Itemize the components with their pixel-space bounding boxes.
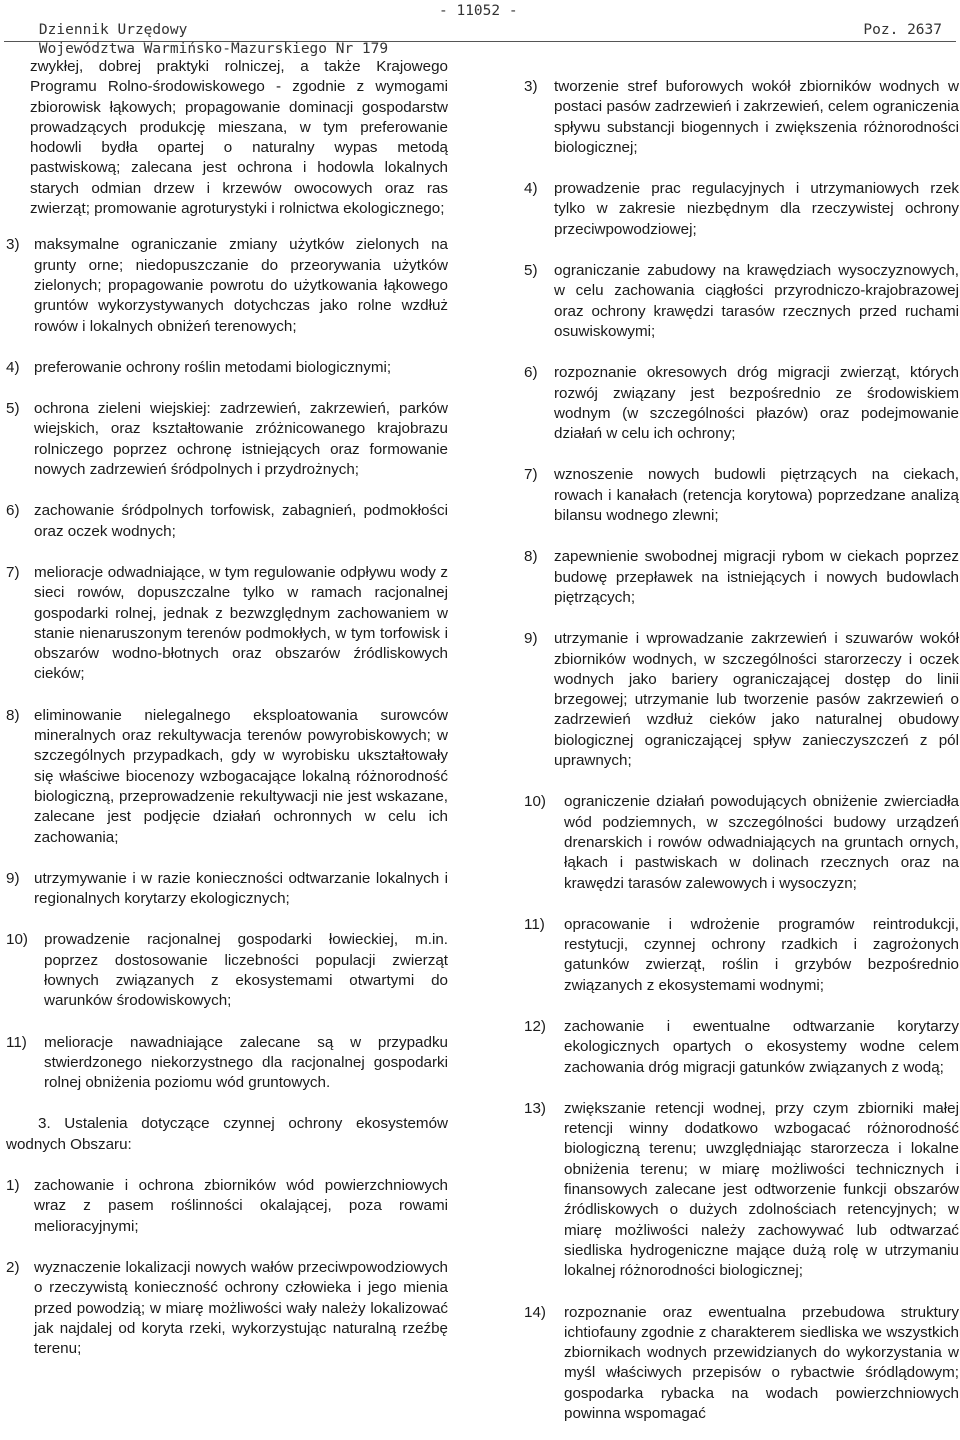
item-text: maksymalne ograniczanie zmiany użytków zielonych na grunty orne; niedopuszczanie do przeorywania użytków zielonych; propagowanie powrotu do użytkowania łąkowego gruntów wykorzystywanych dotychczas jako rolne wzdłuż rowów i lokalnych obniżeń terenowych;: [34, 236, 448, 335]
item-number: 3): [524, 78, 538, 95]
item-text: ograniczanie zabudowy na krawędziach wysoczyznowych, w celu zachowania ciągłości przyrodniczo-krajobrazowej oraz ochrony krawędzi tarasów rzecznych przed ruchami osuwiskowymi;: [554, 262, 959, 340]
item-number: 9): [6, 869, 20, 887]
item-text: zachowanie i ochrona zbiorników wód powierzchniowych wraz z pasem roślinności okalającej, poza rowami melioracyjnymi;: [34, 1177, 448, 1235]
item-text: rozpoznanie okresowych dróg migracji zwierząt, których rozwój związany jest bezpośrednio ze środowiskiem wodnym (w szczególności płazów) oraz podejmowanie działań w celu ich ochrony;: [554, 364, 959, 443]
item-text: ograniczenie działań powodujących obniżenie zwierciadła wód podziemnych, w szczególności budowy urządzeń drenarskich i rowów odwadniających na gruntach ornych, łąkach i pastwiskach w dolinach rzecznych oraz na krawędzi tarasów zalewowych i wysoczyzn;: [564, 793, 959, 892]
list-item: [6, 1033, 448, 1094]
list-item: [6, 869, 448, 910]
item-text: opracowanie i wdrożenie programów reintrodukcji, restytucji, czynnej ochrony rzadkich i zagrożonych gatunków zwierząt, roślin i grzybów bezpośrednio związanych z ekosystemami wodnymi;: [564, 915, 959, 994]
list-item: [6, 706, 448, 848]
journal-title: Dziennik Urzędowy: [38, 22, 188, 38]
page-number: - 11052 -: [439, 3, 518, 19]
item-number: 13): [524, 1099, 546, 1117]
item-text: tworzenie stref buforowych wokół zbiorników wodnych w postaci pasów zadrzewień i zakrzewień, celem ograniczenia spływu substancji biogennych i zwiększenia różnorodności biologicznej;: [554, 78, 959, 156]
list-item: [524, 915, 959, 996]
list-item: [6, 563, 448, 685]
item-text: zwiększanie retencji wodnej, przy czym zbiorniki małej retencji winny dodatkowo wzbogacać różnorodność biologiczną terenu; uwzględniając starorzecza i lokalne obniżenia terenu; w miarę możliwości technicznych i finansowych zalecane jest odtworzenie funkcji obszarów źródliskowych o dużych zdolnościach retencyjnych; w miarę możliwości należy zachowywać lub odtwarzać siedliska hydrogeniczne mające dużą rolę w utrzymaniu lokalnej różnorodności biologicznej;: [564, 1099, 959, 1280]
item-number: 10): [524, 793, 546, 811]
list-item: [524, 1017, 959, 1078]
item-text: melioracje nawadniające zalecane są w przypadku stwierdzonego niekorzystnego dla racjonalnej gospodarki rolnej obniżenia poziomu wód gruntowych.: [44, 1033, 448, 1092]
item-text: preferowanie ochrony roślin metodami biologicznymi;: [34, 358, 392, 376]
item-number: 4): [524, 180, 538, 198]
list-item: [524, 261, 959, 342]
item-text: zachowanie śródpolnych torfowisk, zabagnień, podmokłości oraz oczek wodnych;: [34, 502, 448, 540]
header-line-2: [4, 21, 956, 57]
item-text: ochrona zieleni wiejskiej: zadrzewień, zakrzewień, parków wiejskich, oraz kształtowanie zróżnicowanego krajobrazu rolniczego poprzez ochronę istniejących oraz formowanie nowych zadrzewień śródpolnych i przydrożnych;: [34, 400, 448, 479]
intro-paragraph: zwykłej, dobrej praktyki rolniczej, a także Krajowego Programu Rolno-środowiskowego - zgodnie z wymogami zbiorowisk łąkowych; propagowanie dominacji gospodarstw prowadzących produkcję mieszana, w tym preferowanie hodowli bydła opartej o naturalny wypas metodą pastwiskową; zalecana jest ochrona i hodowla lokalnych starych odmian drzew i krzewów owocowych oraz ras zwierząt; promowanie agroturystyki i rolnictwa ekologicznego;: [30, 58, 448, 218]
item-number: 5): [6, 400, 20, 418]
left-column: [6, 57, 448, 1359]
item-number: 6): [524, 364, 538, 382]
item-number: 1): [6, 1177, 20, 1195]
item-number: 9): [524, 630, 538, 648]
item-text: zapewnienie swobodnej migracji rybom w ciekach poprzez budowę przepławek na istniejących i nowych budowlach piętrzących;: [554, 548, 959, 606]
item-text: prowadzenie prac regulacyjnych i utrzymaniowych rzek tylko w zakresie niezbędnym dla rzeczywistej ochrony przeciwpowodziowej;: [554, 180, 959, 238]
item-number: 8): [6, 706, 20, 724]
position-number: Poz. 2637: [863, 22, 942, 38]
item-text: prowadzenie racjonalnej gospodarki łowieckiej, m.in. poprzez dostosowanie liczebności populacji zwierząt łownych związanych z ekosystemami otwartymi do warunków środowiskowych;: [44, 931, 448, 1010]
right-column: [524, 77, 959, 1424]
list-item: [6, 1176, 448, 1237]
list-item: [6, 1258, 448, 1359]
item-text: zachowanie i ewentualne odtwarzanie korytarzy ekologicznych opartych o ekosystemy wodne celem zachowania dróg migracji gatunków związanych z wodą;: [564, 1017, 959, 1076]
item-number: 11): [524, 915, 545, 933]
item-number: 3): [6, 236, 20, 254]
item-number: 12): [524, 1017, 546, 1035]
item-number: 8): [524, 548, 538, 566]
item-text: melioracje odwadniające, w tym regulowanie odpływu wody z sieci rowów, dopuszczalne tylko w ramach racjonalnej gospodarki rolnej, jednak z bezwzględnym zachowaniem w stanie nienaruszonym terenów podmokłych, w tym torfowisk i obszarów wodno-błotnych oraz obszarów źródliskowych cieków;: [34, 563, 448, 683]
list-item: [524, 629, 959, 771]
list-item: [524, 465, 959, 526]
list-item: [524, 792, 959, 893]
item-text: rozpoznanie oraz ewentualna przebudowa struktury ichtiofauny zgodnie z charakterem siedliska we wszystkich zbiornikach wodnych przewidzianych do wykorzystania w myśl właściwych przepisów o rybactwie śródlądowym; gospodarka rybacka na wodach powierzchniowych powinna wspomagać: [564, 1303, 959, 1423]
header-rule: [4, 41, 956, 42]
journal-issue: Województwa Warmińsko-Mazurskiego Nr 179: [38, 41, 389, 57]
list-item: [6, 358, 448, 378]
item-number: 7): [6, 563, 20, 581]
section-3-text: 3. Ustalenia dotyczące czynnej ochrony ekosystemów wodnych Obszaru:: [6, 1115, 448, 1153]
item-number: 5): [524, 262, 538, 280]
section-heading: [6, 1114, 448, 1155]
item-text: eliminowanie nielegalnego eksploatowania surowców mineralnych oraz rekultywacja terenów powyrobiskowych; w szczególnych przypadkach, gdy w wyrobisku ukształtowały się właściwe biocenozy wzbogacające lokalną różnorodność biologiczną, przeprowadzenie rekultywacji nie jest wskazane, zalecane jest podjęcie działań ochronnych w celu ich zachowania;: [34, 706, 448, 846]
item-text: utrzymywanie i w razie konieczności odtwarzanie lokalnych i regionalnych korytarzy ekologicznych;: [34, 869, 448, 908]
item-text: wyznaczenie lokalizacji nowych wałów przeciwpowodziowych o rzeczywistą konieczność ochrony człowieka i jego mienia przed powodzią; w miarę możliwości wały należy lokalizować jak najdalej od koryta rzeki, wykorzystując naturalną rzeźbę terenu;: [34, 1258, 448, 1358]
list-item: [6, 399, 448, 480]
list-item: [524, 179, 959, 240]
item-number: 11): [6, 1033, 27, 1051]
item-text: wznoszenie nowych budowli piętrzących na ciekach, rowach i kanałach (retencja korytowa) poprzedzane analizą bilansu wodnego zlewni;: [554, 466, 959, 525]
item-number: 10): [6, 931, 28, 949]
list-item: [6, 235, 448, 336]
list-item: [524, 363, 959, 444]
list-item: [6, 501, 448, 542]
item-number: 6): [6, 502, 20, 520]
item-number: 7): [524, 466, 538, 484]
list-item: [524, 1303, 959, 1425]
item-number: 14): [524, 1303, 546, 1321]
item-number: 4): [6, 358, 20, 376]
list-item: [524, 77, 959, 158]
page-header: [4, 2, 956, 57]
list-item: [524, 547, 959, 608]
list-item: [6, 930, 448, 1011]
list-item: [524, 1099, 959, 1282]
item-number: 2): [6, 1258, 20, 1276]
item-text: utrzymanie i wprowadzanie zakrzewień i szuwarów wokół zbiorników wodnych, w szczególności starorzeczy i oczek wodnych jako bariery ograniczającej dostęp do linii brzegowej; utrzymanie lub tworzenie pasów zakrzewień o zadrzewień wzdłuż cieków jako naturalnej obudowy biologicznej ograniczającej spływ zanieczyszczeń z pól uprawnych;: [554, 630, 959, 770]
